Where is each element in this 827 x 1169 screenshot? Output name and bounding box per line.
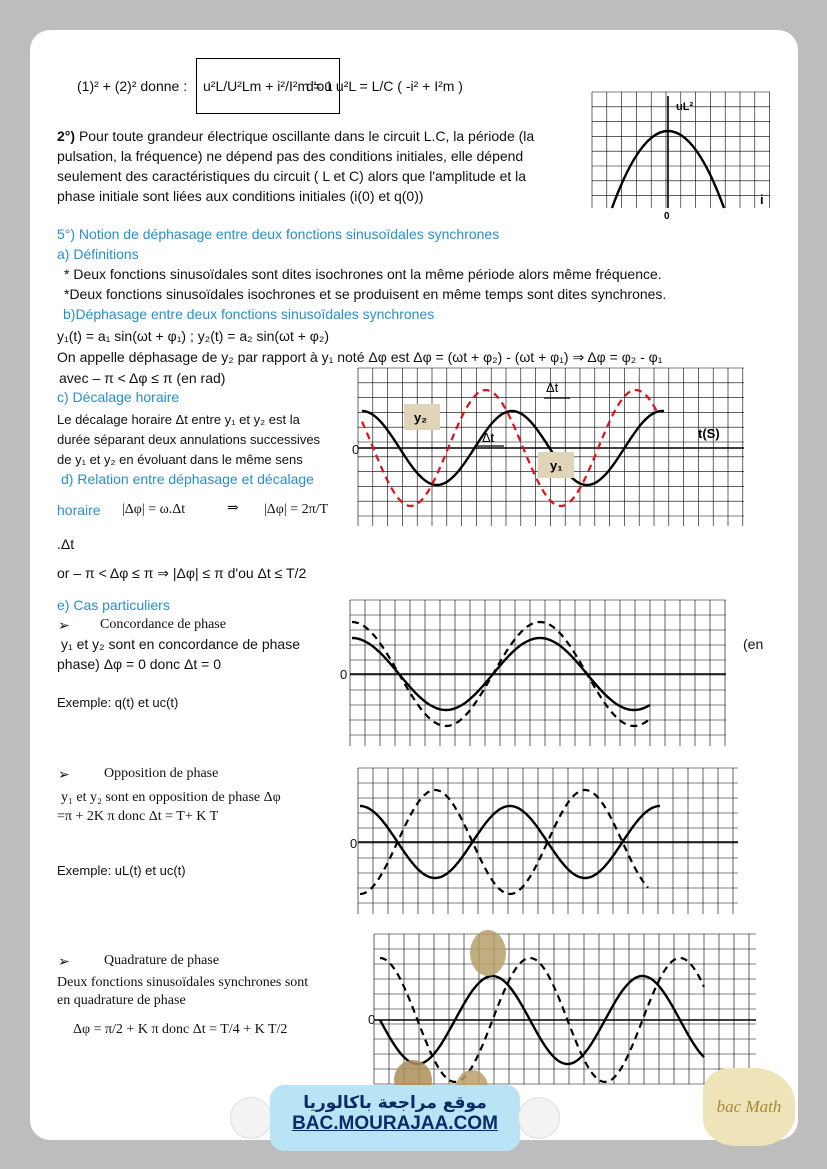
graph-top-origin: 0 [664, 211, 670, 222]
paragraph-2-text: Pour toute grandeur électrique oscillante dans le circuit L.C, la période (la pulsation, la fréquence) ne dépend pas des conditions initiales, elle dépend seulement des caractéristiques du circuit ( L et C) alors que l'amplitude et la phase initiale sont liées aux conditions initiales (i(0) et q(0)) [57, 128, 535, 204]
opposition-title: Opposition de phase [104, 766, 219, 781]
decorative-blob [470, 930, 506, 976]
opposition-line-1: y₁ et y₂ sont en opposition de phase Δφ [61, 790, 281, 805]
logo-right-icon [518, 1097, 560, 1139]
footer-site-link[interactable]: BAC.MOURAJAA.COM [292, 1113, 498, 1134]
graph-concordance [350, 600, 728, 748]
paragraph-2-number: 2°) [57, 128, 76, 144]
label-y2: y₂ [414, 410, 428, 425]
graph-dephasage [358, 368, 746, 528]
relation-dt: .Δt [57, 536, 75, 552]
definition-1: * Deux fonctions sinusoïdales sont dites isochrones ont la même période alors même fréquence. [64, 266, 662, 282]
relation-period: |Δφ| = 2π/T [264, 502, 329, 517]
relation-horaire: horaire [57, 502, 101, 518]
graph-quadrature [374, 934, 758, 1086]
opposition-line-2: =π + 2K π donc Δt = T+ K T [57, 809, 219, 824]
graph-opposition-origin: 0 [350, 836, 358, 851]
graph-concordance-origin: 0 [340, 667, 348, 682]
section-5-title: 5°) Notion de déphasage entre deux fonctions sinusoïdales synchrones [57, 226, 500, 242]
concord-title: Concordance de phase [100, 617, 226, 632]
bac-math-badge: bac Math [703, 1068, 795, 1146]
energy-line-right: d'ou u²L = L/C ( -i² + I²m ) [306, 78, 463, 94]
footer-arabic-title: موقع مراجعة باكالوريا [303, 1093, 487, 1113]
graph-quadrature-origin: 0 [368, 1012, 376, 1027]
graph-top-xlabel: i [760, 192, 764, 207]
energy-formula-box: u²L/U²Lm + i²/I²m = 1 [196, 58, 340, 114]
relation-omega: |Δφ| = ω.Δt [122, 502, 186, 517]
graph-parabola [592, 92, 772, 222]
quadrature-title: Quadrature de phase [104, 953, 220, 968]
section-a-title: a) Définitions [57, 246, 139, 262]
decalage-line-1: Le décalage horaire Δt entre y₁ et y₂ est la [57, 412, 300, 427]
energy-line-left: (1)² + (2)² donne : [77, 78, 188, 94]
section-b-title: b)Déphasage entre deux fonctions sinusoïdales synchrones [63, 306, 435, 322]
graph-top-ylabel: uL² [676, 101, 694, 113]
opposition-bullet: ➢ [58, 766, 70, 782]
graph-dephasage-origin: 0 [352, 442, 360, 457]
sin-equations: y₁(t) = a₁ sin(ωt + φ₁) ; y₂(t) = a₂ sin(ωt + φ₂) [57, 328, 329, 344]
label-dt-mid: Δt [482, 430, 495, 445]
section-d-title: d) Relation entre déphasage et décalage [61, 471, 314, 487]
concord-line-2: phase) Δφ = 0 donc Δt = 0 [57, 656, 221, 672]
footer-banner[interactable] [270, 1085, 520, 1151]
decalage-line-3: de y₁ et y₂ en évoluant dans le même sens [57, 452, 303, 467]
quadrature-line-1: Deux fonctions sinusoïdales synchrones sont [57, 975, 309, 990]
dephasage-definition: On appelle déphasage de y₂ par rapport à y₁ noté Δφ est Δφ = (ωt + φ₂) - (ωt + φ₁) ⇒ Δφ = φ₂ - φ₁ [57, 349, 663, 365]
relation-arrow: ⇒ [227, 501, 239, 516]
section-c-title: c) Décalage horaire [57, 389, 180, 405]
dephasage-range: avec – π < Δφ ≤ π (en rad) [59, 370, 226, 386]
relation-bound: or – π < Δφ ≤ π ⇒ |Δφ| ≤ π d'ou Δt ≤ T/2 [57, 565, 307, 581]
graph-opposition [358, 768, 740, 916]
opposition-example: Exemple: uL(t) et uc(t) [57, 863, 186, 878]
logo-left-icon [230, 1097, 272, 1139]
definition-2: *Deux fonctions sinusoïdales isochrones et se produisent en même temps sont dites synchrones. [64, 286, 667, 302]
quadrature-bullet: ➢ [58, 953, 70, 969]
concord-line-1: y₁ et y₂ sont en concordance de phase [61, 636, 300, 652]
label-dt-top: Δt [546, 380, 559, 395]
document-page [30, 30, 798, 1140]
decalage-line-2: durée séparant deux annulations successives [57, 432, 321, 447]
paragraph-2 [57, 126, 567, 206]
concord-en: (en [743, 636, 764, 652]
concord-bullet: ➢ [58, 617, 70, 633]
section-e-title: e) Cas particuliers [57, 597, 170, 613]
quadrature-equation: Δφ = π/2 + K π donc Δt = T/4 + K T/2 [73, 1022, 288, 1037]
quadrature-line-2: en quadrature de phase [57, 993, 186, 1008]
label-y1: y₁ [550, 458, 563, 473]
concord-example: Exemple: q(t) et uc(t) [57, 695, 179, 710]
label-t: t(S) [698, 426, 720, 441]
